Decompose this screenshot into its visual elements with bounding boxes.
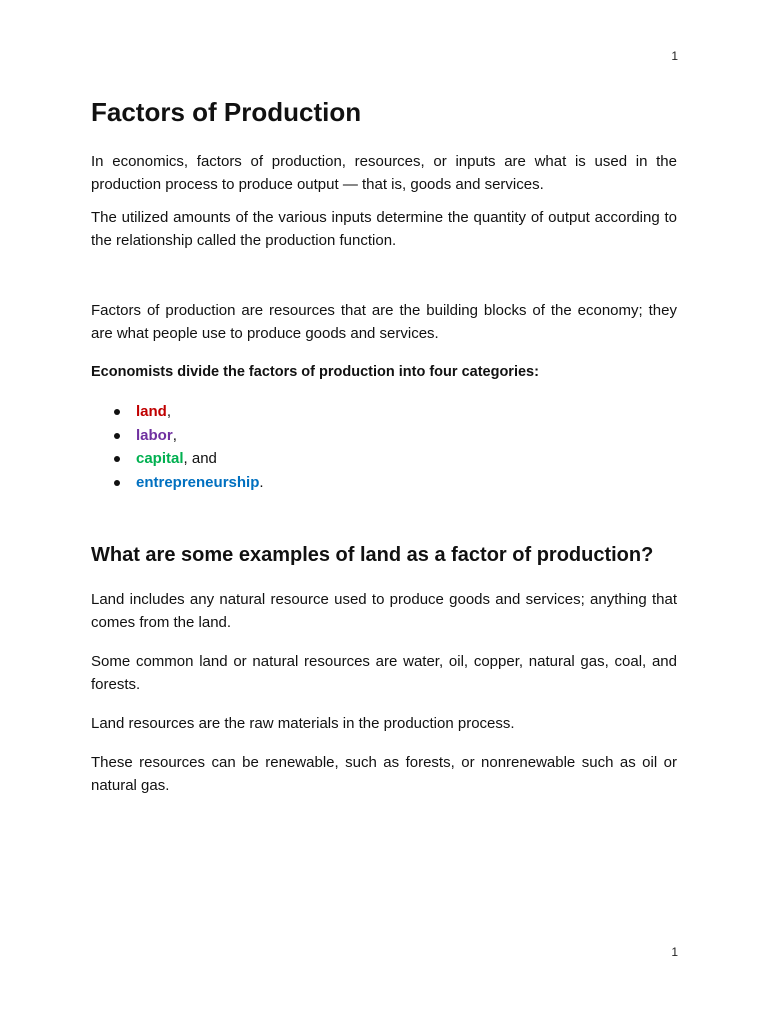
term-suffix: , xyxy=(166,403,172,420)
page-content xyxy=(91,96,677,797)
page-number-top: 1 xyxy=(671,49,678,63)
intro-paragraph-2: The utilized amounts of the various inputs determine the quantity of output according to the relationship called the production function. xyxy=(91,209,677,249)
term-suffix: , xyxy=(172,426,177,444)
term-labor: labor xyxy=(136,426,173,444)
term-entrepreneurship: entrepreneurship xyxy=(136,473,260,491)
bullet-icon xyxy=(114,433,120,439)
page-title: Factors of Production xyxy=(91,97,362,127)
list-item-land xyxy=(91,400,677,424)
bullet-icon xyxy=(114,480,120,486)
term-land: land xyxy=(136,403,167,420)
land-paragraph-1: Land includes any natural resource used to produce goods and services; anything that comes from the land. xyxy=(91,591,677,631)
bullet-icon xyxy=(114,456,120,462)
land-paragraph-4: These resources can be renewable, such as forests, or nonrenewable such as oil or natural gas. xyxy=(91,754,677,794)
categories-lead: Economists divide the factors of production into four categories: xyxy=(91,364,539,380)
categories-list xyxy=(91,400,677,494)
land-paragraph-2: Some common land or natural resources are water, oil, copper, natural gas, coal, and forests. xyxy=(91,653,677,693)
page-number-bottom: 1 xyxy=(671,945,678,959)
bullet-icon xyxy=(114,409,120,415)
section-heading-land: What are some examples of land as a factor of production? xyxy=(91,544,654,566)
term-suffix: , and xyxy=(183,450,217,467)
term-capital: capital xyxy=(136,450,184,467)
term-suffix: . xyxy=(259,473,264,491)
list-item-labor xyxy=(91,424,677,448)
list-item-entrepreneurship xyxy=(91,471,677,495)
intro-paragraph-1: In economics, factors of production, resources, or inputs are what is used in the production process to produce output — that is, goods and services. xyxy=(91,153,677,193)
land-paragraph-3: Land resources are the raw materials in the production process. xyxy=(91,715,515,732)
intro-paragraph-3: Factors of production are resources that are the building blocks of the economy; they are what people use to produce goods and services. xyxy=(91,302,677,342)
list-item-capital xyxy=(91,447,677,471)
